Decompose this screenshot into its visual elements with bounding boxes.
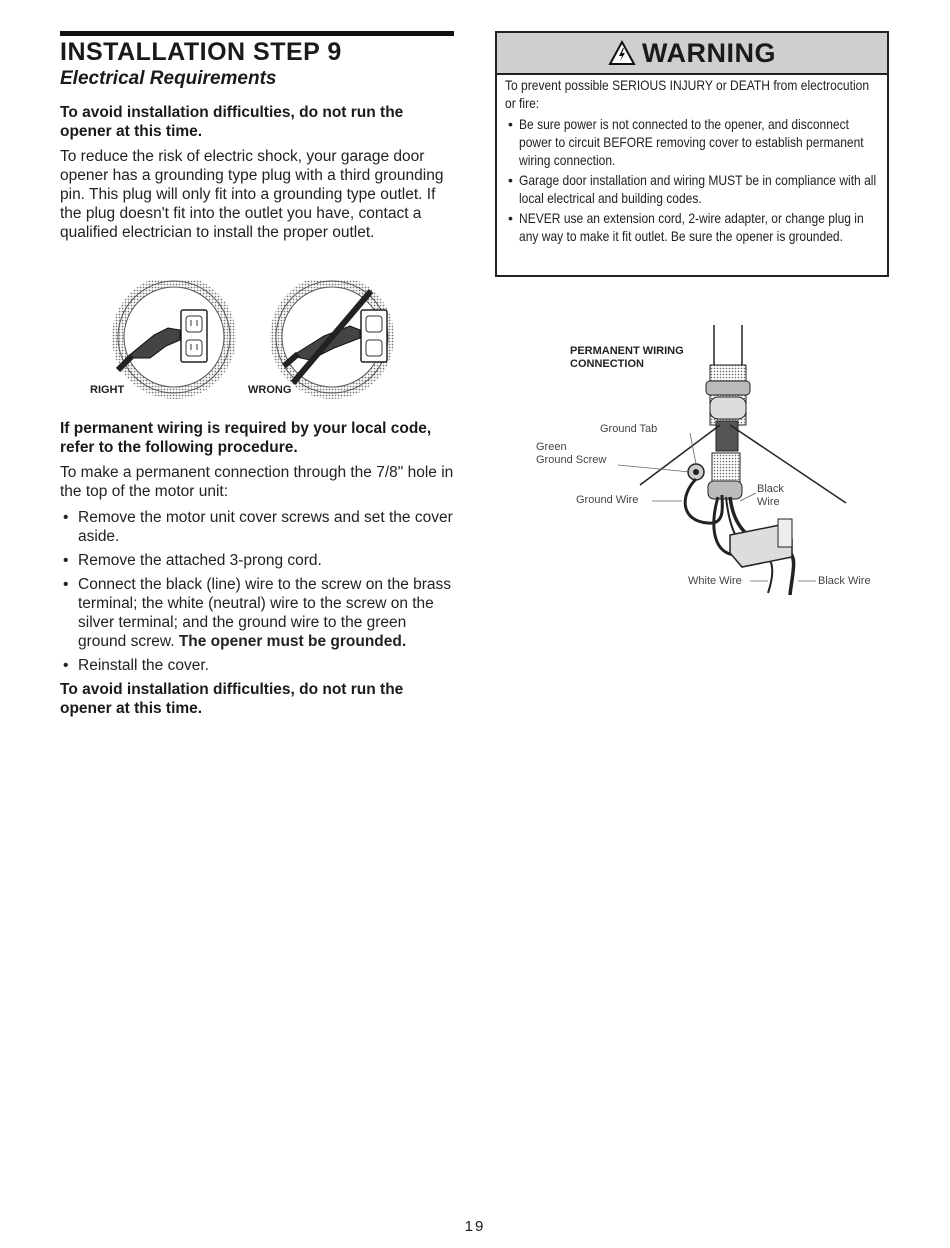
- right-plug-icon: [118, 281, 230, 393]
- procedure-step-text: Connect the black (line) wire to the screw on the brass terminal; the white (neutral) wire to the screw on the silver terminal; and the ground wire to the green ground screw.: [78, 576, 452, 650]
- wiring-figure: [530, 325, 890, 615]
- wrong-plug-icon: [276, 281, 388, 393]
- ground-wire-label: Ground Wire: [576, 494, 639, 506]
- procedure-step: • Remove the motor unit cover screws and set the cover aside.: [60, 508, 455, 546]
- header-rule: [60, 31, 454, 36]
- black-wire-short-label-line2: Wire: [757, 496, 780, 508]
- warning-body: [505, 76, 883, 247]
- warning-triangle-icon: [608, 40, 636, 66]
- ground-tab-label: Ground Tab: [600, 423, 658, 435]
- procedure-step: [60, 575, 455, 651]
- warning-item: • NEVER use an extension cord, 2-wire adapter, or change plug in any way to make it fit outlet. Be sure the opener is grounded.: [505, 209, 883, 245]
- green-screw-label-line2: Ground Screw: [536, 454, 607, 466]
- intro-section: [60, 103, 455, 242]
- procedure-step: • Reinstall the cover.: [60, 656, 455, 675]
- warning-item: • Be sure power is not connected to the opener, and disconnect power to circuit BEFORE removing cover to establish permanent wiring connection.: [505, 115, 883, 169]
- caution-text-top: To avoid installation difficulties, do not run the opener at this time.: [60, 104, 404, 140]
- wiring-title-line2: CONNECTION: [570, 358, 644, 370]
- green-screw-label-line1: Green: [536, 441, 567, 453]
- right-label: RIGHT: [90, 384, 125, 396]
- grounded-emphasis: The opener must be grounded.: [178, 633, 407, 650]
- black-wire-label: Black Wire: [818, 575, 871, 587]
- grounding-intro: To reduce the risk of electric shock, your garage door opener has a grounding type plug with a third grounding pin. This plug will only fit into a grounding type outlet. If the plug doesn't fit into the outlet you have, contact a qualified electrician to install the proper outlet.: [60, 148, 444, 241]
- permanent-wiring-section: [60, 419, 455, 718]
- caution-text-bottom: To avoid installation difficulties, do not run the opener at this time.: [60, 681, 404, 717]
- procedure-list: [60, 508, 455, 675]
- black-wire-short-label-line1: Black: [757, 483, 784, 495]
- warning-list: [505, 115, 883, 245]
- permanent-wiring-heading: If permanent wiring is required by your local code, refer to the following procedure.: [60, 420, 432, 456]
- procedure-step: • Remove the attached 3-prong cord.: [60, 551, 455, 570]
- warning-item: • Garage door installation and wiring MUST be in compliance with all local electrical and building codes.: [505, 171, 883, 207]
- wrong-label: WRONG: [248, 384, 292, 396]
- permanent-wiring-intro: To make a permanent connection through the 7/8" hole in the top of the motor unit:: [60, 464, 454, 500]
- plug-figure: [88, 280, 408, 400]
- warning-header: [497, 33, 887, 75]
- step-subtitle: Electrical Requirements: [60, 68, 277, 89]
- warning-heading: WARNING: [642, 37, 776, 68]
- page-number: 19: [464, 1218, 486, 1235]
- warning-intro: To prevent possible SERIOUS INJURY or DEATH from electrocution or fire:: [505, 77, 870, 111]
- white-wire-label: White Wire: [688, 575, 742, 587]
- wiring-title-line1: PERMANENT WIRING: [570, 345, 684, 357]
- plug-illustration: [88, 280, 408, 400]
- warning-box: [495, 31, 889, 277]
- step-title: INSTALLATION STEP 9: [60, 38, 342, 66]
